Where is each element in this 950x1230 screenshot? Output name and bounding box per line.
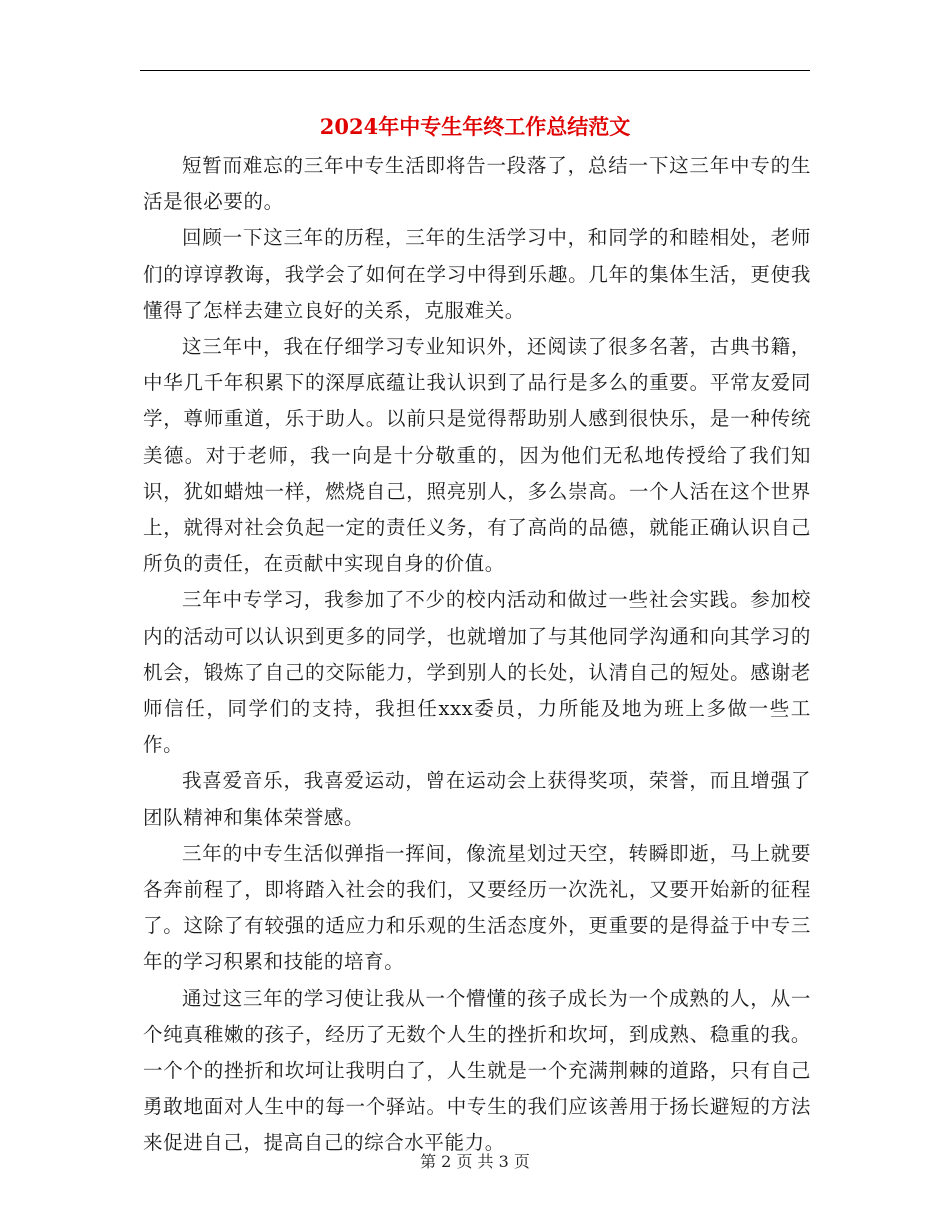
document-body xyxy=(143,148,811,1162)
paragraph-3: 这三年中，我在仔细学习专业知识外，还阅读了很多名著，古典书籍，中华几千年积累下的深厚底蕴让我认识到了品行是多么的重要。平常友爱同学，尊师重道，乐于助人。以前只是觉得帮助别人感到很快乐，是一种传统美德。对于老师，我一向是十分敬重的，因为他们无私地传授给了我们知识，犹如蜡烛一样，燃烧自己，照亮别人，多么崇高。一个人活在这个世界上，就得对社会负起一定的责任义务，有了高尚的品德，就能正确认识自己所负的责任，在贡献中实现自身的价值。 xyxy=(143,335,811,576)
paragraph-6: 三年的中专生活似弹指一挥间，像流星划过天空，转瞬即逝，马上就要各奔前程了，即将踏入社会的我们，又要经历一次洗礼，又要开始新的征程了。这除了有较强的适应力和乐观的生活态度外，更重要的是得益于中专三年的学习积累和技能的培育。 xyxy=(143,841,811,974)
paragraph-4: 三年中专学习，我参加了不少的校内活动和做过一些社会实践。参加校内的活动可以认识到更多的同学，也就增加了与其他同学沟通和向其学习的机会，锻炼了自己的交际能力，学到别人的长处，认清自己的短处。感谢老师信任，同学们的支持，我担任xxx委员，力所能及地为班上多做一些工作。 xyxy=(143,588,811,757)
page-number-footer: 第 2 页 共 3 页 xyxy=(420,1152,530,1171)
paragraph-1: 短暂而难忘的三年中专生活即将告一段落了，总结一下这三年中专的生活是很必要的。 xyxy=(143,154,811,214)
paragraph-5: 我喜爱音乐，我喜爱运动，曾在运动会上获得奖项，荣誉，而且增强了团队精神和集体荣誉感。 xyxy=(143,769,811,829)
header-rule xyxy=(140,70,810,71)
document-title: 2024年中专生年终工作总结范文 xyxy=(319,114,631,139)
paragraph-7: 通过这三年的学习使让我从一个懵懂的孩子成长为一个成熟的人，从一个纯真稚嫩的孩子，经历了无数个人生的挫折和坎坷，到成熟、稳重的我。一个个的挫折和坎坷让我明白了，人生就是一个充满荆棘的道路，只有自己勇敢地面对人生中的每一个驿站。中专生的我们应该善用于扬长避短的方法来促进自己，提高自己的综合水平能力。 xyxy=(143,986,811,1155)
paragraph-2: 回顾一下这三年的历程，三年的生活学习中，和同学的和睦相处，老师们的谆谆教诲，我学会了如何在学习中得到乐趣。几年的集体生活，更使我懂得了怎样去建立良好的关系，克服难关。 xyxy=(143,226,811,322)
